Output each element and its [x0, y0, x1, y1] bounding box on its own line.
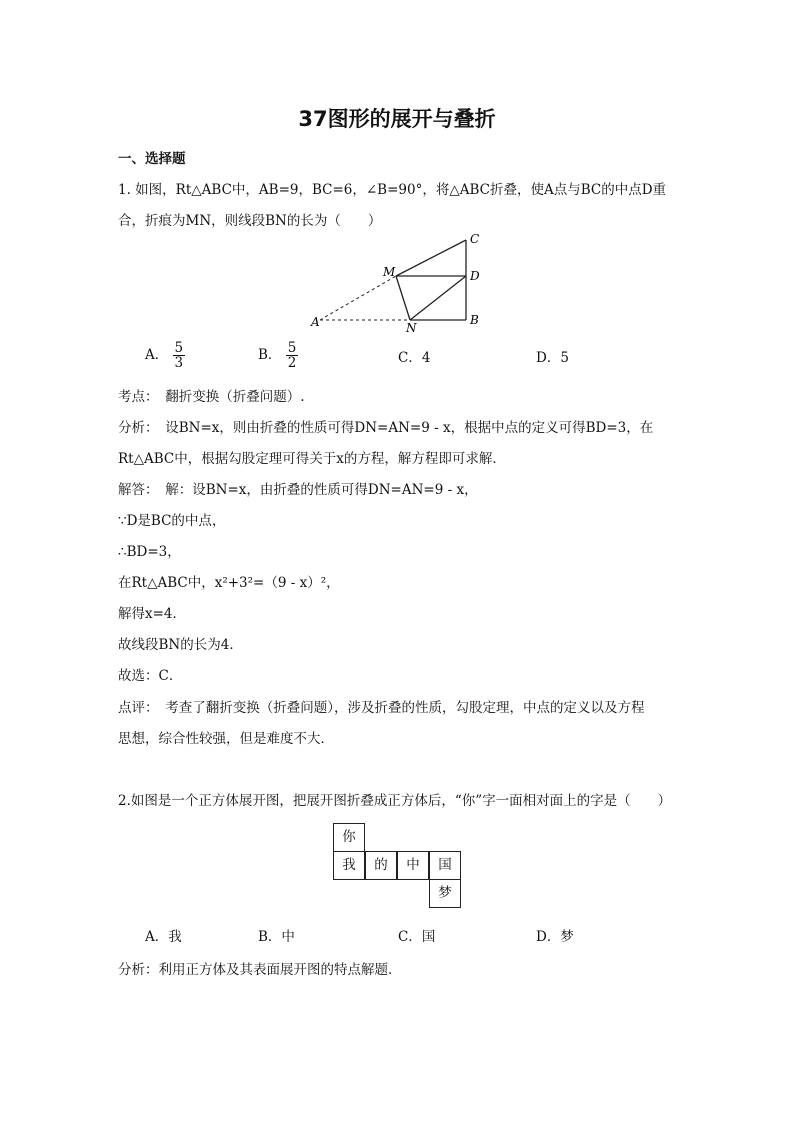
q1-solution-line3: ∴BD=3， [118, 544, 181, 560]
segment-mc [396, 240, 466, 276]
page-title: 37图形的展开与叠折 [298, 107, 496, 131]
q2-stem: 2.如图是一个正方体展开图，把展开图折叠成正方体后，“你”字一面相对面上的字是（ ） [118, 793, 672, 809]
q2-analysis: 分析：利用正方体及其表面展开图的特点解题． [118, 962, 402, 978]
label-c: C [470, 232, 480, 246]
q1-stem-line2: 合，折痕为MN，则线段BN的长为（ ） [118, 213, 382, 229]
q1-solution-line2: ∵D是BC的中点， [118, 513, 226, 529]
q1-solution-line7: 故选：C． [118, 668, 183, 684]
q1-option-b-numerator: 5 [287, 340, 297, 356]
q1-comment-line2: 思想，综合性较强，但是难度不大． [118, 731, 334, 747]
net-cell-meng: 梦 [429, 879, 461, 908]
q1-triangle-figure [300, 228, 500, 338]
q1-option-b [258, 341, 298, 370]
net-cell-de: 的 [365, 851, 397, 880]
q1-option-a [145, 341, 185, 370]
q1-option-a-denominator: 3 [174, 355, 184, 371]
net-cell-wo: 我 [333, 851, 365, 880]
q1-solution-line5: 解得x=4． [118, 606, 187, 622]
q1-option-c: C．4 [398, 350, 431, 366]
q1-option-d: D．5 [536, 350, 569, 366]
label-m: M [383, 265, 396, 279]
section-heading: 一、选择题 [118, 151, 186, 167]
q1-analysis-line2: Rt△ABC中，根据勾股定理可得关于x的方程，解方程即可求解． [118, 451, 506, 467]
label-b: B [470, 313, 479, 327]
q1-option-b-denominator: 2 [287, 355, 297, 371]
q2-option-c: C．国 [398, 929, 436, 945]
q2-option-d: D．梦 [536, 929, 574, 945]
q1-stem-line1: 1. 如图，Rt△ABC中，AB=9，BC=6，∠B=90°，将△ABC折叠，使A点与BC的中点D重 [118, 182, 667, 198]
net-cell-guo: 国 [429, 851, 461, 880]
q1-comment-line1: 点评： 考查了翻折变换（折叠问题），涉及折叠的性质，勾股定理，中点的定义以及方程 [118, 700, 645, 716]
dashed-segment-am [320, 276, 396, 320]
q1-option-b-prefix: B． [258, 347, 282, 363]
q2-option-b: B．中 [258, 929, 295, 945]
q1-solution-line6: 故线段BN的长为4． [118, 637, 243, 653]
cube-net [333, 823, 463, 909]
q2-option-a: A．我 [145, 929, 182, 945]
segment-nd [410, 276, 466, 320]
net-cell-zhong: 中 [397, 851, 429, 880]
label-a: A [311, 315, 320, 329]
q1-analysis-line1: 分析： 设BN=x，则由折叠的性质可得DN=AN=9 - x，根据中点的定义可得BD=3，在 [118, 420, 654, 436]
q1-option-a-prefix: A． [145, 347, 169, 363]
q1-option-b-fraction [286, 341, 299, 370]
q1-solution-line4: 在Rt△ABC中，x²+3²=（9 - x）²， [118, 575, 340, 591]
q1-option-a-numerator: 5 [174, 340, 184, 356]
q1-option-a-fraction [173, 341, 186, 370]
segment-mn [396, 276, 410, 320]
net-cell-ni: 你 [333, 823, 365, 852]
q1-kaodian: 考点： 翻折变换（折叠问题）. [118, 389, 305, 405]
q1-solution-line1: 解答： 解：设BN=x，由折叠的性质可得DN=AN=9 - x， [118, 482, 478, 498]
label-d: D [470, 269, 480, 283]
label-n: N [406, 321, 417, 335]
